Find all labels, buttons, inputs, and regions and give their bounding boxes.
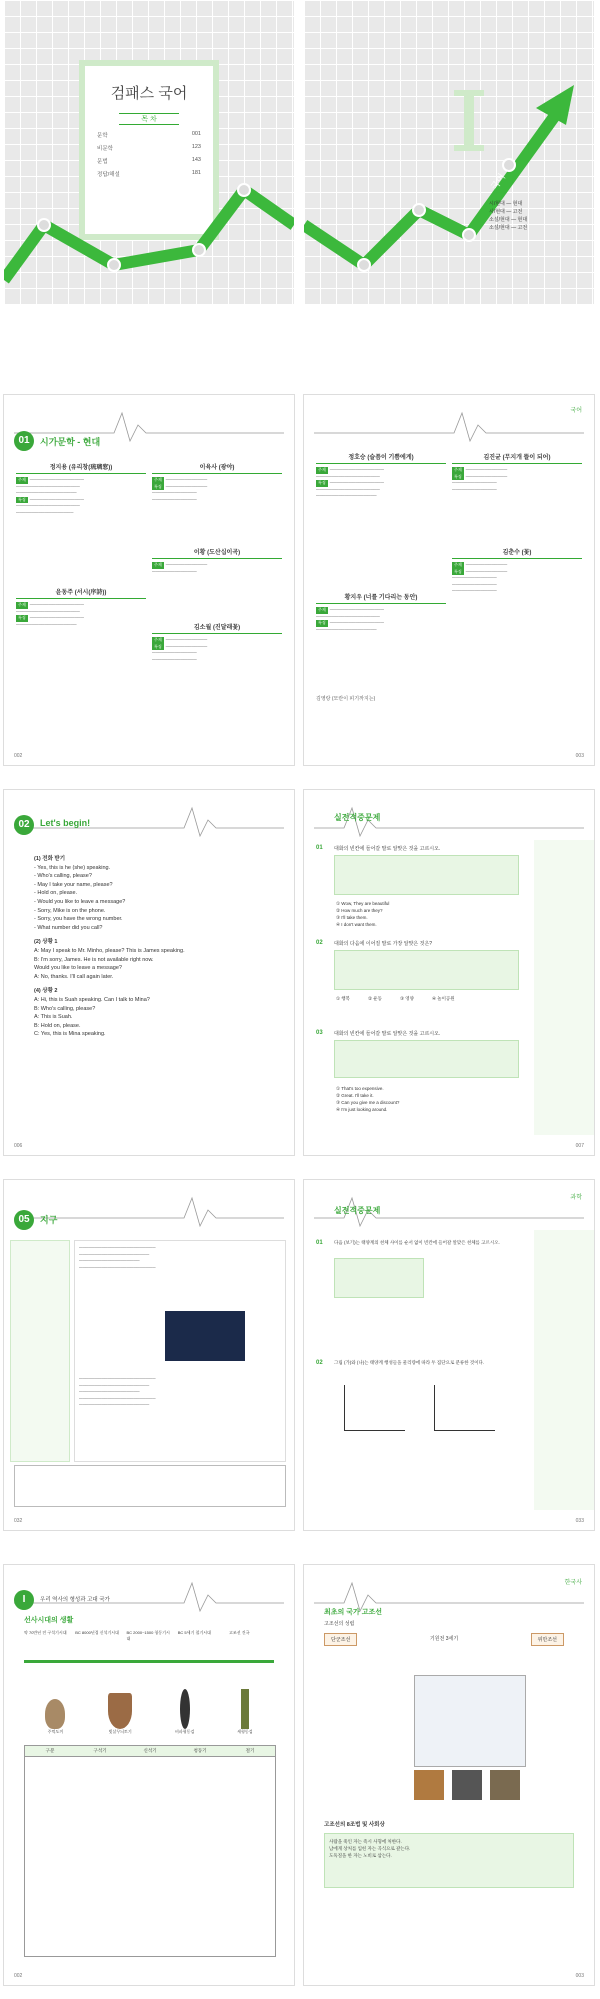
summary-box bbox=[14, 1465, 286, 1507]
dialog-line: A: No, thanks. I'll call again later. bbox=[34, 973, 114, 980]
dialog-line: - Who's calling, please? bbox=[34, 873, 92, 880]
artifact bbox=[237, 1689, 252, 1735]
artifact bbox=[175, 1689, 194, 1735]
dialog-box bbox=[334, 1040, 519, 1078]
author: 윤동주 bbox=[55, 590, 74, 596]
english-left-page bbox=[4, 790, 294, 1155]
option-list bbox=[336, 996, 455, 1002]
artifact-row bbox=[24, 1675, 274, 1735]
author: 이황 bbox=[193, 550, 206, 556]
option[interactable]: ③ Can you give me a discount? bbox=[336, 1100, 400, 1105]
toc-page: 001 bbox=[191, 131, 201, 137]
header-pulse-line bbox=[4, 1573, 294, 1613]
column-body: 주제 ───────────── ────────────── bbox=[152, 562, 208, 574]
column-head bbox=[16, 585, 146, 599]
timeline-label: 고조선 건국 bbox=[229, 1630, 250, 1635]
column-card bbox=[152, 460, 282, 503]
column-head bbox=[16, 460, 146, 474]
flow-box: 위만조선 bbox=[531, 1633, 564, 1646]
law-title: 고조선의 8조법 및 사회상 bbox=[324, 1822, 385, 1828]
law-item: 사람을 죽인 자는 즉시 사형에 처한다. bbox=[329, 1839, 402, 1844]
spread-cover bbox=[4, 0, 596, 305]
arrow-word: 국어 bbox=[489, 171, 508, 192]
toc-page: 123 bbox=[191, 144, 201, 150]
legend-item: 소설/현대 — 현대 bbox=[489, 217, 528, 223]
spread-literature bbox=[4, 395, 596, 765]
option[interactable]: ④ 놀이공원 bbox=[431, 996, 455, 1001]
solar-system-image bbox=[165, 1311, 245, 1361]
header-pulse-line bbox=[304, 403, 594, 443]
legend-item: 시/현대 — 현대 bbox=[489, 201, 523, 207]
dialog-line: Would you like to leave a message? bbox=[34, 965, 122, 972]
option[interactable]: ① That's too expensive. bbox=[336, 1086, 384, 1091]
column-body: 주제 ───────────── 특징 ───────────── ────────────── ────────────── bbox=[152, 637, 208, 662]
page-number: 032 bbox=[14, 1518, 23, 1524]
dialog-line: (2) 상황 1 bbox=[34, 939, 58, 946]
table-header: 신석기 bbox=[143, 1748, 157, 1753]
dialog-line: - Yes, this is he (she) speaking. bbox=[34, 864, 111, 871]
artifact-label: 비파형동검 bbox=[174, 1729, 195, 1734]
dialog-list bbox=[34, 855, 274, 1039]
column-card bbox=[316, 590, 446, 633]
timeline-labels bbox=[24, 1630, 274, 1642]
option[interactable]: ④ I don't want them. bbox=[336, 922, 377, 927]
author: 김춘수 bbox=[502, 550, 520, 556]
section-title: Let's begin! bbox=[40, 818, 91, 828]
option[interactable]: ② 운동 bbox=[367, 996, 382, 1001]
column-body: 주제 ───────────────── ──────────────────── 특징 ───────────────── ─────────────────── bbox=[316, 607, 384, 632]
artifact-label: 세형동검 bbox=[237, 1729, 253, 1734]
science-right-page bbox=[304, 1180, 594, 1530]
column-body: 주제 ───────────── 특징 ───────────── ────────────── ────────────── bbox=[152, 477, 208, 502]
list-box bbox=[334, 1258, 424, 1298]
toc-heading: 목 차 bbox=[119, 113, 179, 125]
work: (꽃) bbox=[521, 550, 532, 556]
author: 김소월 bbox=[193, 625, 212, 631]
answer-sidebar bbox=[534, 1230, 594, 1510]
column-head bbox=[152, 545, 282, 559]
legend-item: 소설/현대 — 고전 bbox=[489, 225, 528, 231]
table-header: 청동기 bbox=[193, 1748, 207, 1753]
column-card bbox=[16, 460, 146, 516]
toc-page: 181 bbox=[191, 170, 201, 176]
section-number: 01 bbox=[14, 431, 34, 451]
dialog-line: (1) 전화 받기 bbox=[34, 856, 66, 862]
dialog-line: - Sorry, Mike is on the phone. bbox=[34, 907, 106, 914]
cover-left-page bbox=[4, 0, 294, 305]
toc-label: 문학 bbox=[97, 133, 108, 139]
legend bbox=[489, 200, 527, 232]
question-number: 03 bbox=[316, 1030, 323, 1036]
column-body: 주제 ───────────────── ──────────────────── 특징 ───────────────── ──────────────────── ─────────────────── bbox=[316, 467, 384, 498]
graph-b bbox=[434, 1385, 495, 1431]
dialog-box bbox=[334, 950, 519, 990]
toc-label: 정답/해설 bbox=[97, 172, 120, 178]
option[interactable]: ④ I'm just looking around. bbox=[336, 1107, 388, 1112]
question-text: 다음 (보기)는 태양계의 천체 사이를 순서 없이 빈칸에 들어갈 알맞은 천체를 고르시오. bbox=[334, 1240, 500, 1245]
science-left-page bbox=[4, 1180, 294, 1530]
side-notes bbox=[10, 1240, 70, 1462]
column-body: 주제 ───────────────── ──────────────────── ─────────────────── 특징 ───────────────── ──────────────────── ────────────────── bbox=[16, 477, 84, 515]
column-card bbox=[152, 545, 282, 575]
toc-page: 143 bbox=[191, 157, 201, 163]
question-number: 02 bbox=[316, 1360, 323, 1366]
work: (슬픔이 기쁨에게) bbox=[367, 455, 414, 461]
question-text: 대화의 빈칸에 들어갈 말로 알맞은 것을 고르시오. bbox=[334, 846, 441, 852]
zigzag-arrow-left bbox=[4, 0, 294, 305]
column-head bbox=[152, 460, 282, 474]
content-area: ──────────────────────── ────────────────────── ─────────────────── ──────────────────────── ──────────────────────── ────────────────────── ─────────────────── ──────────────────────── ────────────────────── bbox=[74, 1240, 286, 1462]
table-header: 철기 bbox=[245, 1748, 255, 1753]
dialog-line: C: Yes, this is Mina speaking. bbox=[34, 1031, 106, 1038]
page-number: 002 bbox=[14, 753, 23, 759]
subject-tab: 한국사 bbox=[564, 1580, 582, 1586]
answer-sidebar bbox=[534, 840, 594, 1135]
author: 정호승 bbox=[348, 455, 366, 461]
section-number: 05 bbox=[14, 1210, 34, 1230]
section-title: 지구 bbox=[40, 1215, 58, 1225]
law-item: 남에게 상처를 입힌 자는 곡식으로 갚는다. bbox=[329, 1846, 411, 1851]
timeline-label: BC 8000년경 신석기시대 bbox=[75, 1630, 119, 1635]
option[interactable]: ② How much are they? bbox=[336, 908, 383, 913]
graph-a bbox=[344, 1385, 405, 1431]
table-header: 구석기 bbox=[93, 1748, 107, 1753]
flow-row bbox=[324, 1633, 564, 1646]
option[interactable]: ③ I'll take them. bbox=[336, 915, 368, 920]
spread-science bbox=[4, 1180, 596, 1530]
section-number: 02 bbox=[14, 815, 34, 835]
cover-right-page bbox=[304, 0, 594, 305]
dialog-line: A: May I speak to Mr. Minho, please? This is James speaking. bbox=[34, 947, 185, 954]
dialog-line: B: Hold on, please. bbox=[34, 1022, 81, 1029]
hidden-bind-holder bbox=[316, 695, 375, 702]
dialog-line: A: This is Suah. bbox=[34, 1014, 73, 1021]
column-card bbox=[452, 450, 582, 493]
option[interactable]: ① 행복 bbox=[336, 996, 350, 1001]
question-text: 대화의 다음에 이어질 말로 가장 알맞은 것은? bbox=[334, 941, 433, 947]
dialog-line: - Would you like to leave a message? bbox=[34, 898, 126, 905]
work: (무지개 뜰이 되어) bbox=[502, 455, 551, 461]
author: 김영랑 bbox=[316, 696, 331, 702]
page-number: 033 bbox=[575, 1518, 584, 1524]
dialog-line: - May I take your name, please? bbox=[34, 881, 113, 888]
author: 정지용 bbox=[49, 465, 68, 471]
work: (서시(序詩)) bbox=[74, 590, 107, 596]
option[interactable]: ③ 영양 bbox=[399, 996, 414, 1001]
flow-box: 단군조선 bbox=[324, 1633, 357, 1646]
law-box bbox=[324, 1833, 574, 1888]
author: 이육사 bbox=[199, 465, 218, 471]
timeline-label: BC 5세기 철기시대 bbox=[177, 1630, 211, 1635]
subject-tab: 과학 bbox=[570, 1195, 582, 1201]
column-card bbox=[316, 450, 446, 500]
chapter-icon: I bbox=[14, 1590, 34, 1610]
legend-item: 시/현대 — 고전 bbox=[489, 209, 523, 215]
column-card bbox=[152, 620, 282, 663]
artifact bbox=[45, 1699, 65, 1735]
dialog-line: - Hold on, please. bbox=[34, 890, 78, 897]
spread-history bbox=[4, 1565, 596, 1985]
column-card bbox=[16, 585, 146, 628]
artifact-photos bbox=[414, 1770, 574, 1800]
dialog-box bbox=[334, 855, 519, 895]
section-title: 선사시대의 생활 bbox=[24, 1617, 74, 1624]
work: (도산십이곡) bbox=[207, 550, 241, 556]
column-body: 주제 ───────────────── ──────────────────── 특징 ───────────────── ─────────────────── bbox=[16, 602, 84, 627]
section-title: 시가문학 - 현대 bbox=[40, 437, 101, 447]
comparison-table bbox=[24, 1745, 276, 1957]
dialog-line: B: Who's calling, please? bbox=[34, 1005, 96, 1012]
work: (유리창(琉璃窓)) bbox=[68, 465, 113, 471]
dialog-line: - Sorry, you have the wrong number. bbox=[34, 916, 123, 923]
page-number: 003 bbox=[575, 753, 584, 759]
gojoseon-map bbox=[414, 1675, 526, 1767]
work: (모란이 피기까지는) bbox=[331, 696, 376, 702]
timeline-label: 약 70만년 전 구석기시대 bbox=[24, 1630, 67, 1635]
subsection-title: 고조선의 성립 bbox=[324, 1621, 355, 1627]
question-text: 대화의 빈칸에 들어갈 말로 알맞은 것을 고르시오. bbox=[334, 1031, 441, 1037]
timeline-bar bbox=[24, 1660, 274, 1663]
law-item: 도둑질을 한 자는 노비로 삼는다. bbox=[329, 1853, 392, 1858]
question-number: 02 bbox=[316, 940, 323, 946]
section-title: 최초의 국가 고조선 bbox=[324, 1609, 382, 1616]
english-right-page bbox=[304, 790, 594, 1155]
page-number: 002 bbox=[14, 1973, 23, 1979]
column-head bbox=[452, 450, 582, 464]
history-right-page bbox=[304, 1565, 594, 1985]
column-body: 주제 ───────────── 특징 ───────────── ────────────── ────────────── bbox=[452, 467, 508, 492]
artifact bbox=[108, 1693, 132, 1735]
subject-tab: 국어 bbox=[570, 408, 582, 414]
column-card bbox=[452, 545, 582, 595]
chapter-tab: 우리 역사의 형성과 고대 국가 bbox=[40, 1597, 110, 1603]
cover-title: 검패스 국어 bbox=[110, 85, 188, 102]
column-head bbox=[452, 545, 582, 559]
column-body: 주제 ───────────── 특징 ───────────── ────────────── ────────────── ────────────── bbox=[452, 562, 508, 593]
history-left-page bbox=[4, 1565, 294, 1985]
question-number: 01 bbox=[316, 845, 323, 851]
dialog-line: A: Hi, this is Suah speaking. Can I talk to Mina? bbox=[34, 996, 150, 1003]
question-text: 그림 (가)와 (나)는 태양계 행성들을 물리량에 따라 두 집단으로 분류한 것이다. bbox=[334, 1360, 485, 1365]
page-number: 006 bbox=[14, 1143, 23, 1149]
work: (진달래꽃) bbox=[212, 625, 241, 631]
page-number: 007 bbox=[575, 1143, 584, 1149]
toc-label: 비문학 bbox=[97, 146, 113, 152]
dialog-line: - What number did you call? bbox=[34, 924, 103, 931]
option[interactable]: ② Great. I'll take it. bbox=[336, 1093, 374, 1098]
toc-label: 문법 bbox=[97, 159, 108, 165]
table-header-row bbox=[25, 1746, 275, 1757]
column-head bbox=[152, 620, 282, 634]
question-number: 01 bbox=[316, 1240, 323, 1246]
artifact-label: 주먹도끼 bbox=[47, 1729, 64, 1734]
section-title: 실전적중문제 bbox=[334, 1206, 381, 1215]
dialog-line: B: I'm sorry, James. He is not available right now. bbox=[34, 956, 154, 963]
page-number: 003 bbox=[575, 1973, 584, 1979]
timeline-label: BC 2000~1500 청동기시대 bbox=[126, 1630, 170, 1641]
author: 김진균 bbox=[483, 455, 501, 461]
spread-english bbox=[4, 790, 596, 1155]
literature-right-page bbox=[304, 395, 594, 765]
section-title: 실전적중문제 bbox=[334, 813, 381, 822]
table-header: 구분 bbox=[45, 1748, 55, 1753]
column-head bbox=[316, 590, 446, 604]
zigzag-arrow-right bbox=[304, 0, 594, 305]
option-list bbox=[336, 900, 389, 928]
author: 황지우 bbox=[344, 595, 362, 601]
dialog-line: (4) 상황 2 bbox=[34, 988, 58, 995]
work: (너를 기다리는 동안) bbox=[363, 595, 418, 601]
option-list bbox=[336, 1085, 399, 1113]
option[interactable]: ① Wow, They are beautiful bbox=[336, 901, 390, 906]
artifact-label: 빗살무늬토기 bbox=[108, 1729, 132, 1734]
column-head bbox=[316, 450, 446, 464]
work: (광야) bbox=[218, 465, 235, 471]
literature-left-page bbox=[4, 395, 294, 765]
flow-box: 기원전 3세기 bbox=[429, 1636, 459, 1642]
